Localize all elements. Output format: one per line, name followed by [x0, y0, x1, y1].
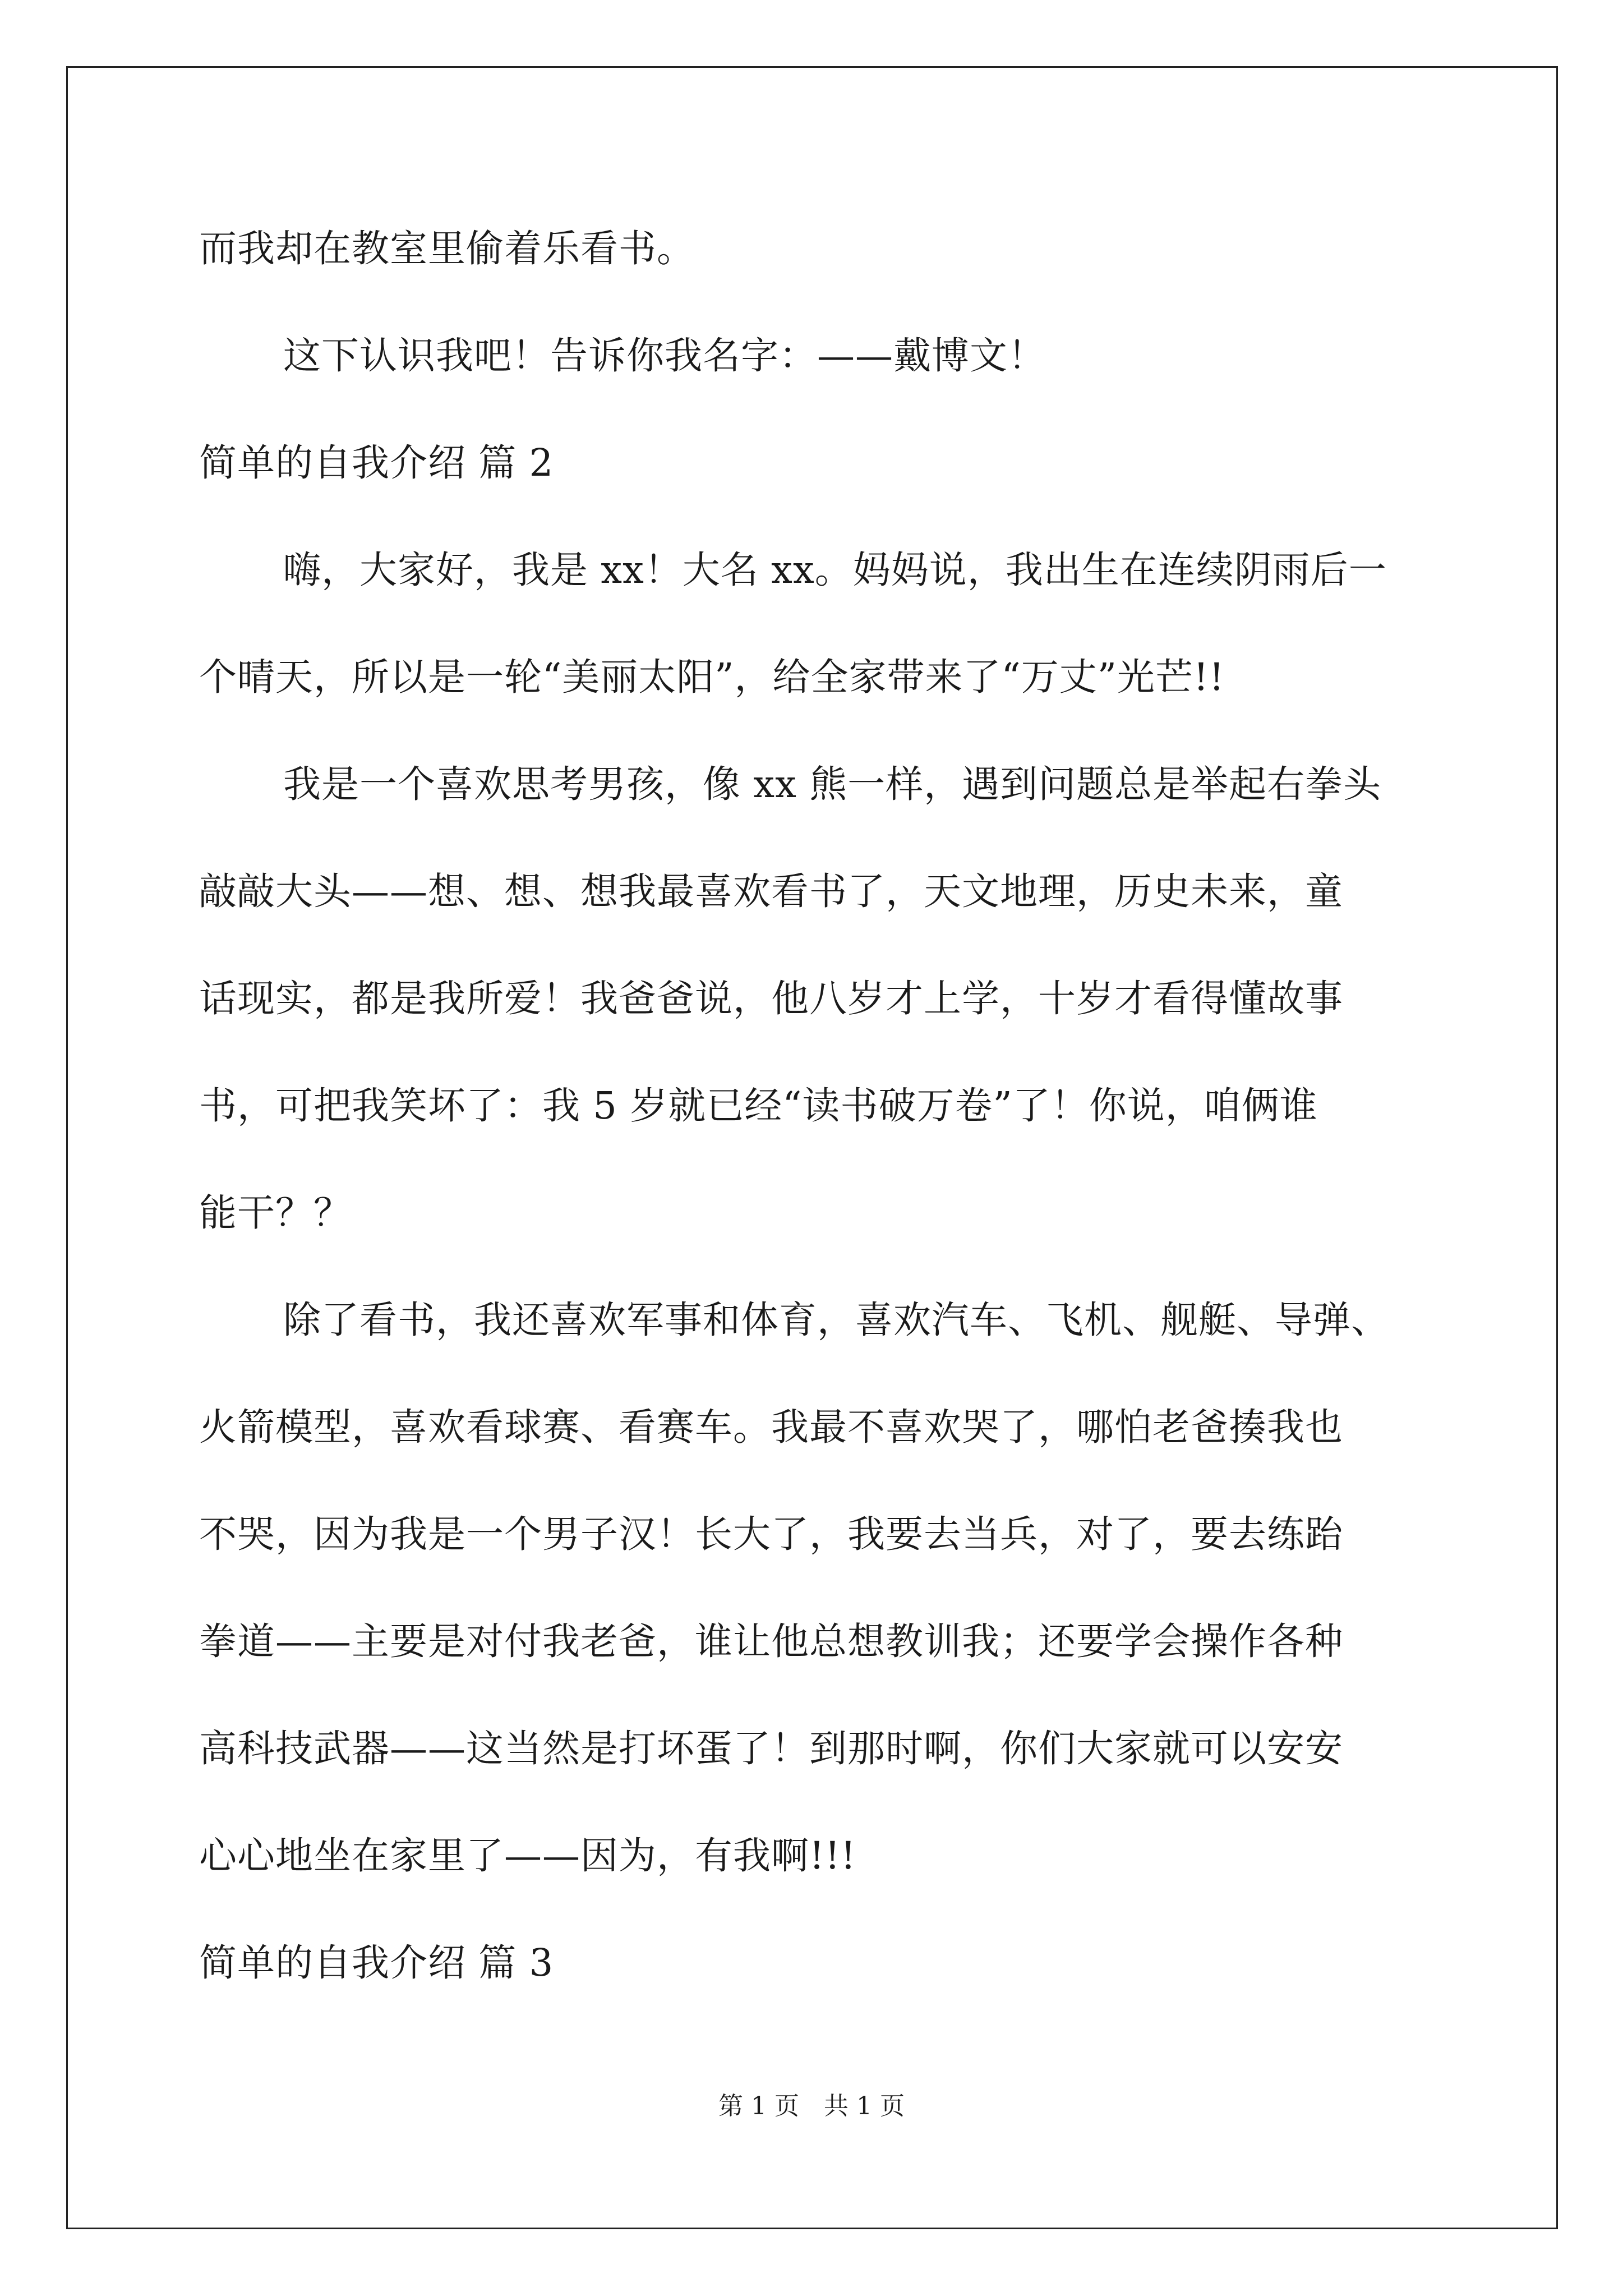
paragraph-line: 火箭模型，喜欢看球赛、看赛车。我最不喜欢哭了，哪怕老爸揍我也 — [199, 1405, 1343, 1449]
paragraph-line: 我是一个喜欢思考男孩，像 xx 熊一样，遇到问题总是举起右拳头 — [283, 762, 1382, 806]
paragraph-line: 嗨，大家好，我是 xx！大名 xx。妈妈说，我出生在连续阴雨后一 — [283, 548, 1387, 592]
paragraph-line: 话现实，都是我所爱！我爸爸说，他八岁才上学，十岁才看得懂故事 — [199, 977, 1343, 1020]
paragraph-line: 这下认识我吧！告诉你我名字：——戴博文！ — [283, 334, 1046, 378]
paragraph-line: 不哭，因为我是一个男子汉！长大了，我要去当兵，对了，要去练跆 — [199, 1512, 1343, 1556]
paragraph-line: 个晴天，所以是一轮“美丽太阳”，给全家带来了“万丈”光芒!! — [199, 655, 1225, 699]
page-border — [66, 66, 1558, 2229]
paragraph-line: 能干？？ — [199, 1191, 352, 1235]
paragraph-line: 拳道——主要是对付我老爸，谁让他总想教训我；还要学会操作各种 — [199, 1619, 1343, 1663]
paragraph-line: 书，可把我笑坏了：我 5 岁就已经“读书破万卷”了！你说，咱俩谁 — [199, 1084, 1318, 1128]
paragraph-line: 心心地坐在家里了——因为，有我啊!!! — [199, 1834, 856, 1878]
section-heading: 简单的自我介绍 篇 2 — [199, 441, 554, 485]
paragraph-line: 而我却在教室里偷着乐看书。 — [199, 227, 695, 270]
page-footer: 第 1 页 共 1 页 — [718, 2092, 905, 2120]
paragraph-line: 敲敲大头——想、想、想我最喜欢看书了，天文地理，历史未来，童 — [199, 869, 1343, 913]
paragraph-line: 高科技武器——这当然是打坏蛋了！到那时啊，你们大家就可以安安 — [199, 1727, 1343, 1770]
paragraph-line: 除了看书，我还喜欢军事和体育，喜欢汽车、飞机、舰艇、导弹、 — [283, 1298, 1389, 1342]
section-heading: 简单的自我介绍 篇 3 — [199, 1941, 554, 1985]
